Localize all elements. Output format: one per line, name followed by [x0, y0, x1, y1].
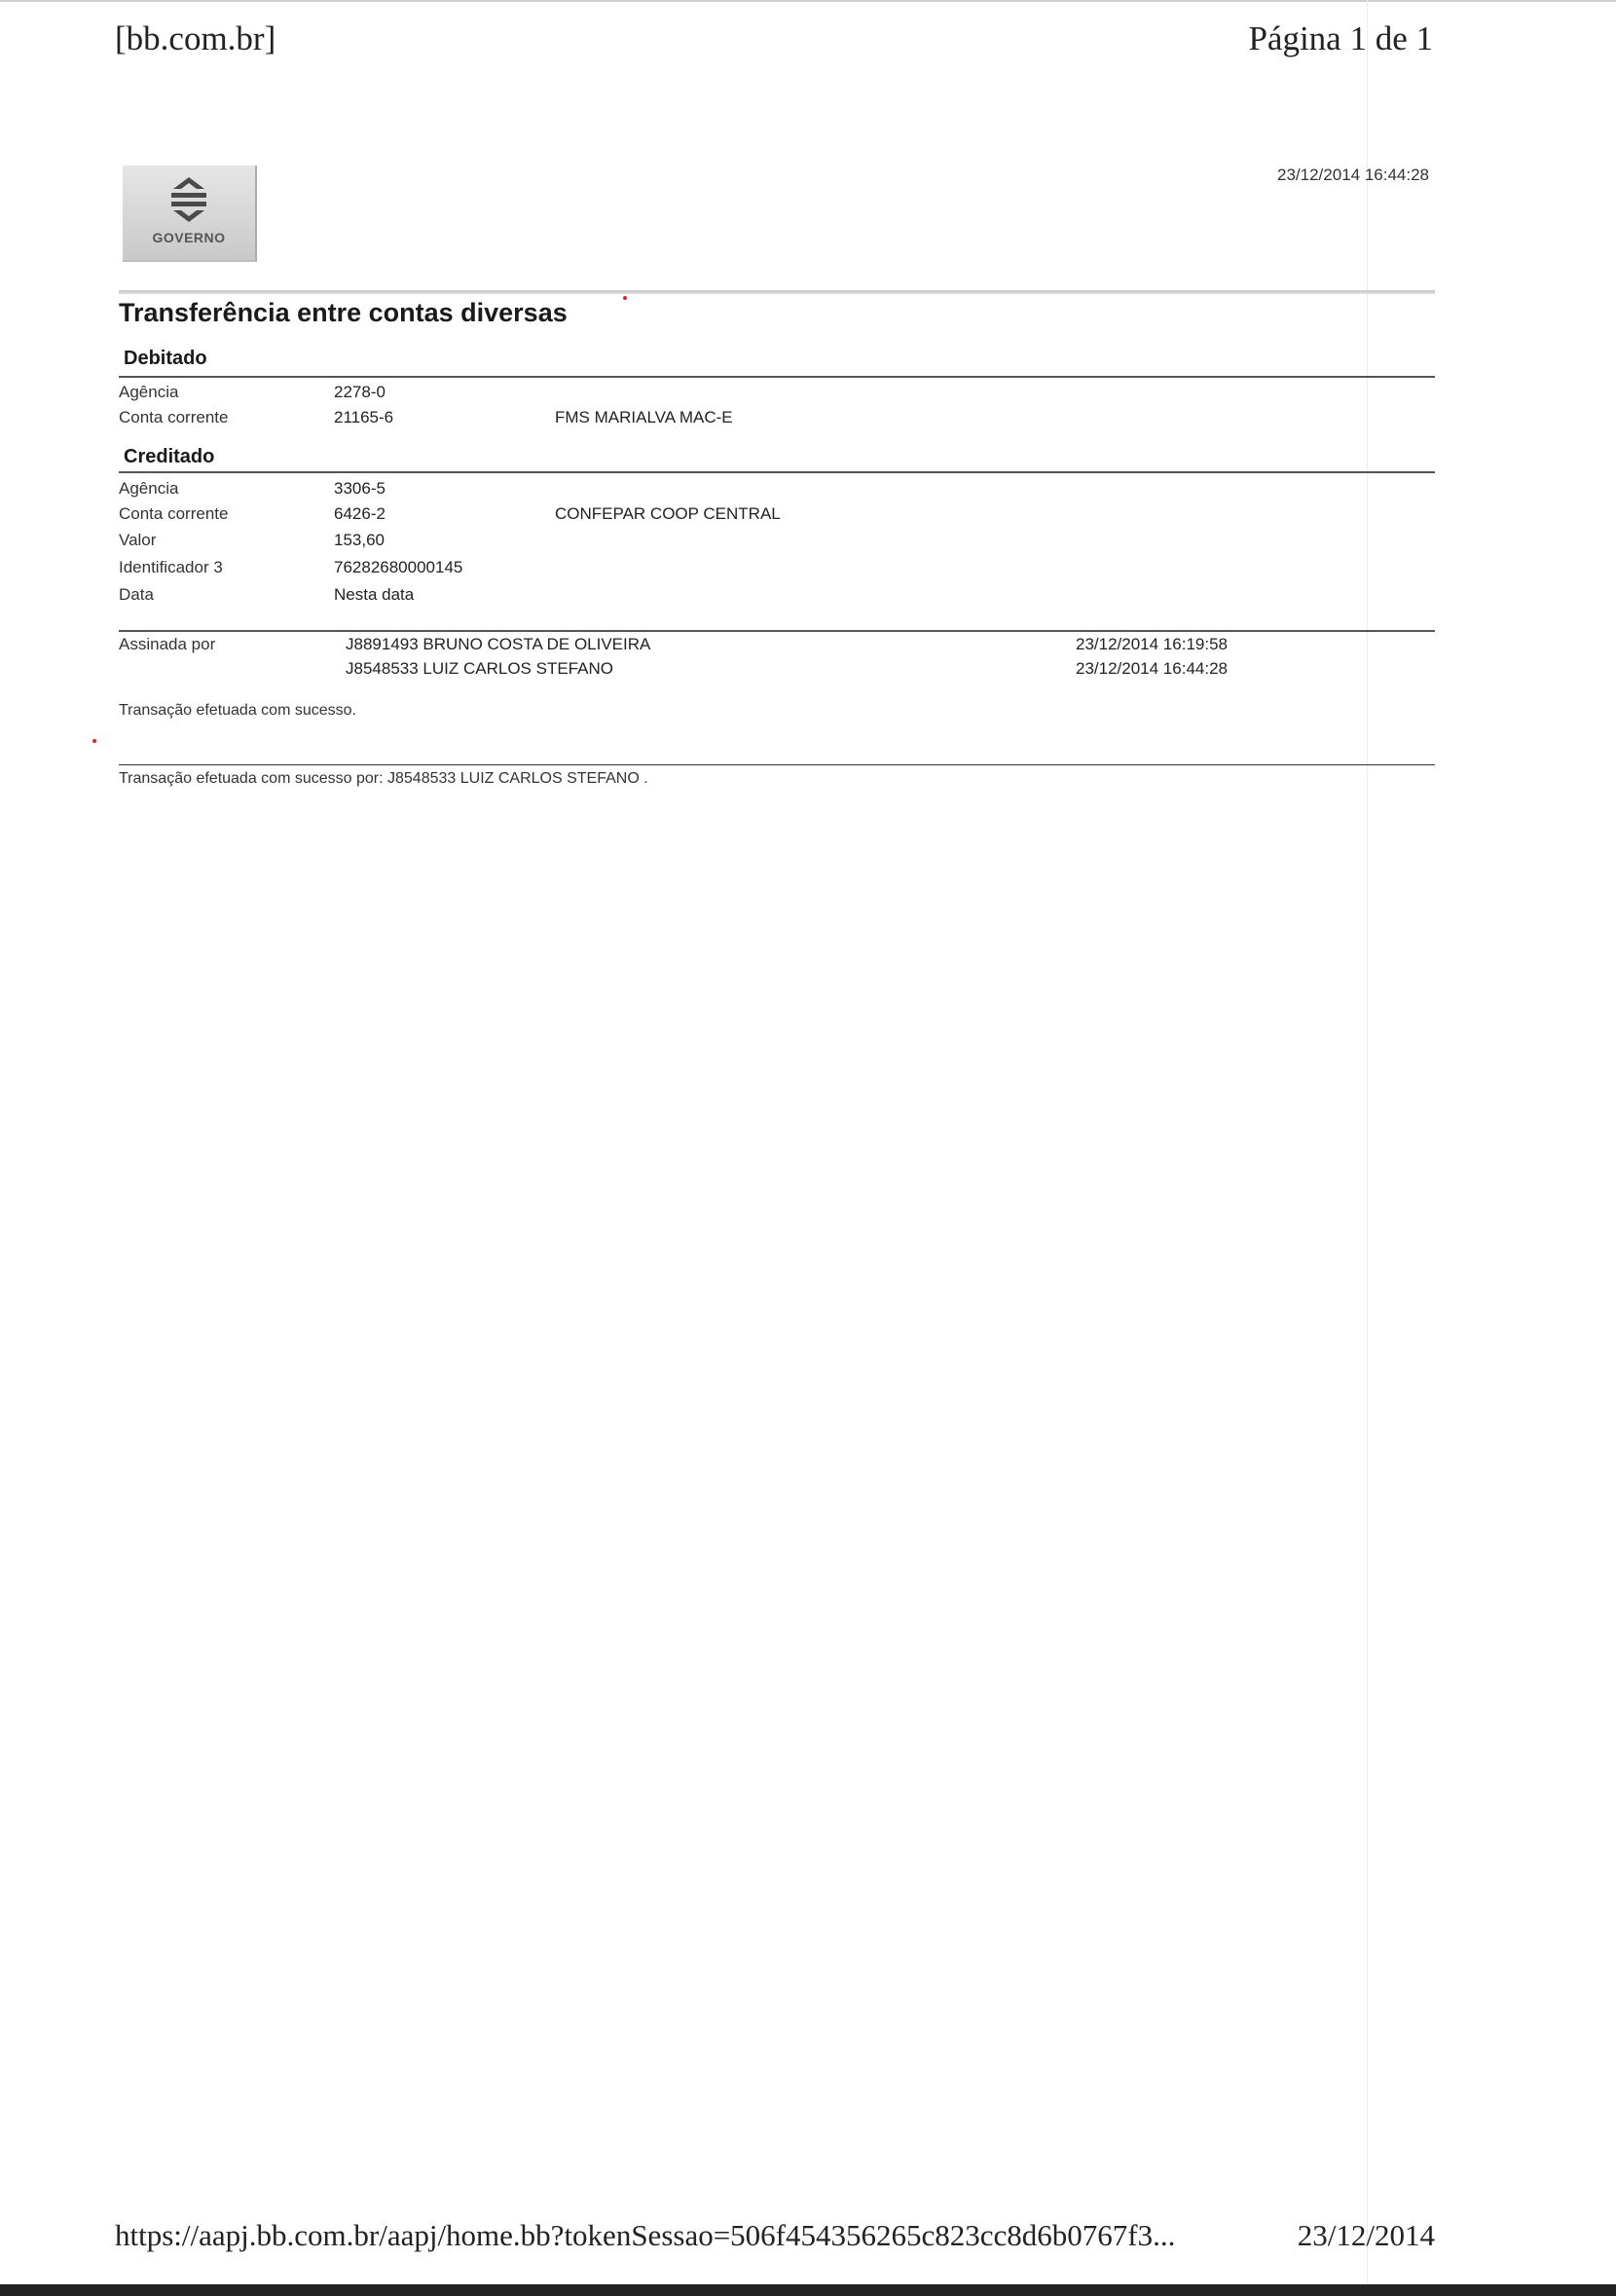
creditado-heading: Creditado [124, 446, 215, 467]
debitado-heading: Debitado [124, 348, 207, 369]
signer-name: J8891493 BRUNO COSTA DE OLIVEIRA [346, 635, 651, 653]
print-header-page-indicator: Página 1 de 1 [1248, 19, 1433, 57]
signed-by-label: Assinada por [119, 635, 216, 653]
creditado-rule [119, 471, 1435, 473]
title-top-rule [119, 290, 1435, 294]
scan-top-edge [0, 0, 1616, 2]
valor-value: 153,60 [334, 531, 385, 549]
logo-label: GOVERNO [152, 230, 226, 245]
credit-agencia-value: 3306-5 [334, 479, 386, 498]
identificador-value: 76282680000145 [334, 558, 463, 576]
credit-conta-value: 6426-2 [334, 504, 386, 523]
signer-name: J8548533 LUIZ CARLOS STEFANO [346, 659, 613, 678]
identificador-label: Identificador 3 [119, 558, 223, 576]
credit-conta-label: Conta corrente [119, 504, 229, 523]
debit-conta-value: 21165-6 [334, 408, 394, 426]
governo-logo [123, 166, 257, 262]
data-value: Nesta data [334, 585, 415, 604]
final-rule [119, 764, 1435, 765]
scan-mark [623, 296, 627, 300]
credit-agencia-label: Agência [119, 479, 179, 498]
print-header-site: [bb.com.br] [115, 19, 276, 57]
debit-agencia-value: 2278-0 [334, 383, 386, 401]
status-message: Transação efetuada com sucesso. [119, 702, 356, 719]
debit-conta-holder: FMS MARIALVA MAC-E [555, 408, 733, 426]
data-label: Data [119, 585, 154, 604]
print-footer-date: 23/12/2014 [1297, 2218, 1435, 2252]
debit-conta-label: Conta corrente [119, 408, 229, 426]
credit-conta-holder: CONFEPAR COOP CENTRAL [555, 504, 781, 523]
signer-datetime: 23/12/2014 16:19:58 [1076, 635, 1228, 653]
print-footer-url: https://aapj.bb.com.br/aapj/home.bb?tokenSessao=506f454356265c823cc8d6b0767f3... [115, 2218, 1176, 2252]
scan-mark [92, 739, 96, 743]
debit-agencia-label: Agência [119, 383, 179, 401]
paper-crease [1367, 0, 1368, 2284]
valor-label: Valor [119, 531, 157, 549]
signer-datetime: 23/12/2014 16:44:28 [1076, 659, 1228, 678]
scan-bottom-edge [0, 2284, 1616, 2296]
bb-logo-icon [165, 175, 212, 224]
debitado-rule [119, 376, 1435, 378]
document-datetime: 23/12/2014 16:44:28 [1277, 166, 1429, 184]
page-title: Transferência entre contas diversas [119, 298, 568, 327]
final-message: Transação efetuada com sucesso por: J8548533 LUIZ CARLOS STEFANO . [119, 770, 648, 787]
signatures-rule [119, 630, 1435, 632]
